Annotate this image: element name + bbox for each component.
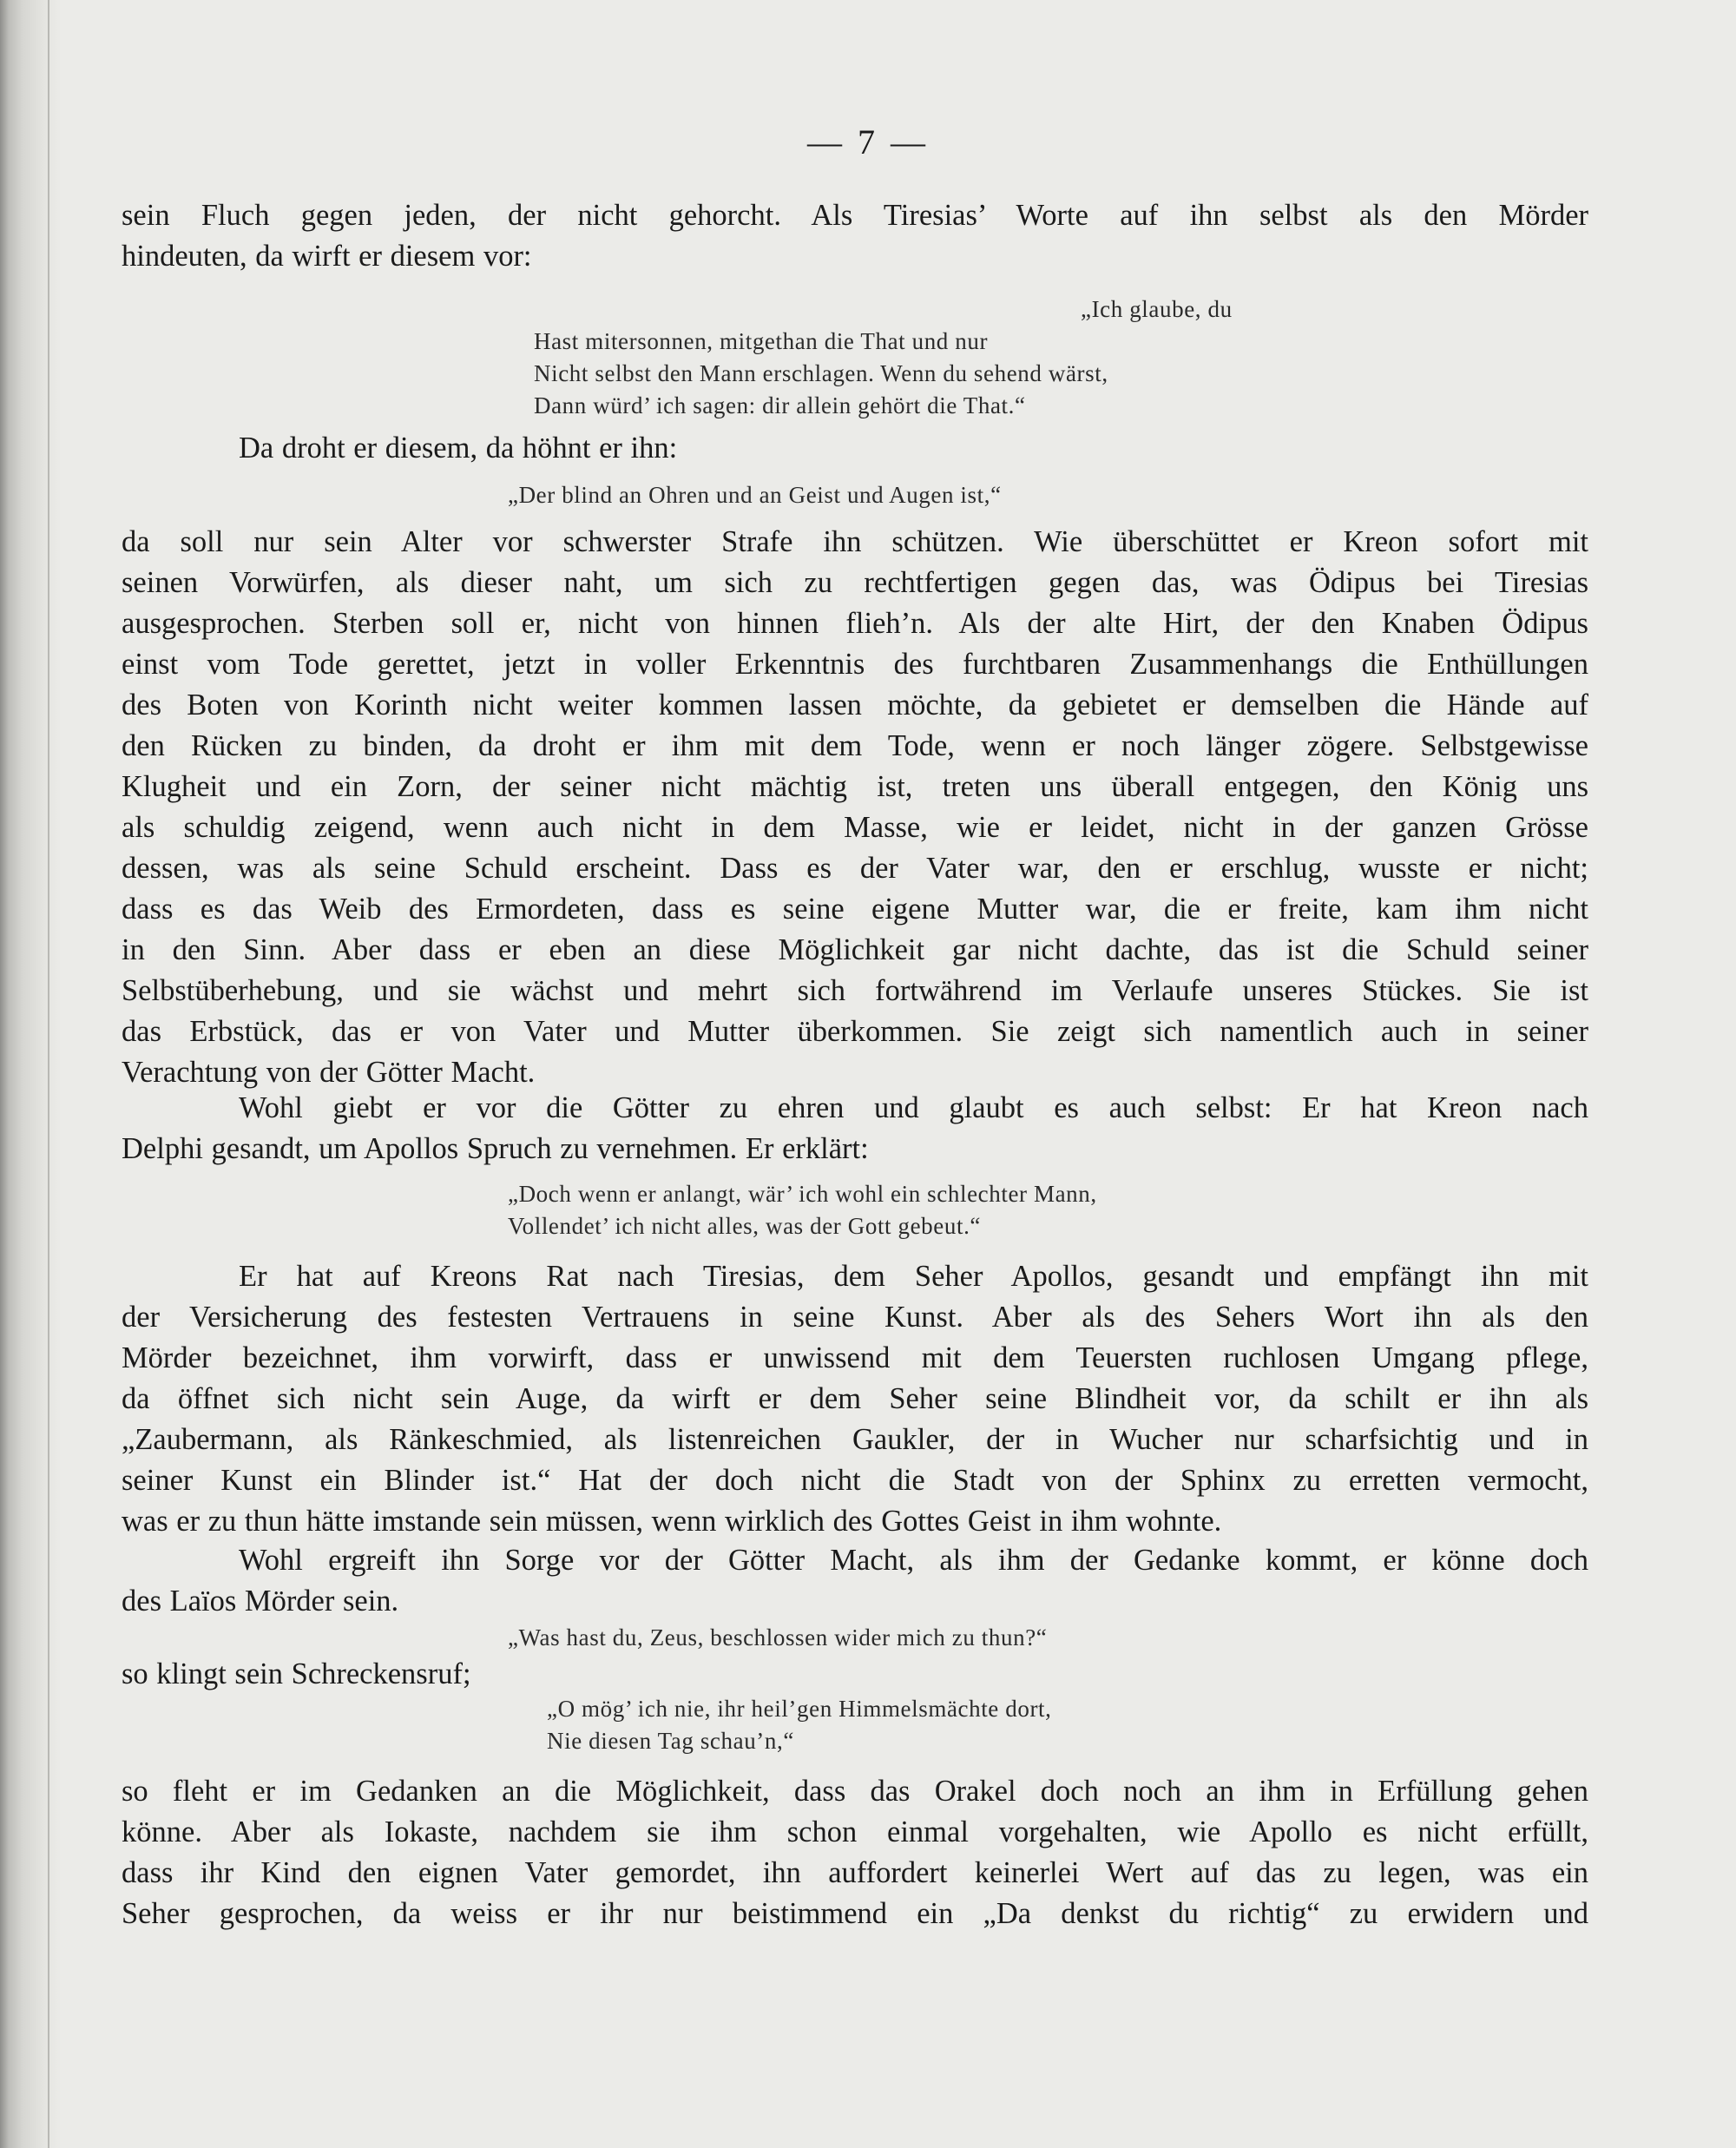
- text-line: einst vom Tode gerettet, jetzt in voller Erkenntnis des furchtbaren Zusammenhangs die Enthüllungen: [122, 648, 1588, 681]
- verse-line: „O mög’ ich nie, ihr heil’gen Himmelsmächte dort,: [547, 1696, 1052, 1722]
- verse-quote-1: [534, 293, 1315, 422]
- text-line: Selbstüberhebung, und sie wächst und mehrt sich fortwährend im Verlaufe unseres Stückes. Sie ist: [122, 974, 1588, 1007]
- paragraph-2: [122, 428, 1588, 469]
- text-line: Wohl giebt er vor die Götter zu ehren und glaubt es auch selbst: Er hat Kreon nach: [239, 1091, 1588, 1124]
- verse-line: „Der blind an Ohren und an Geist und Augen ist,“: [508, 482, 1002, 508]
- text-line: dass es das Weib des Ermordeten, dass es seine eigene Mutter war, die er freite, kam ihm nicht: [122, 893, 1588, 926]
- page-binding-shadow: [0, 0, 61, 2148]
- text-line: den Rücken zu binden, da droht er ihm mit dem Tode, wenn er noch länger zögere. Selbstgewisse: [122, 729, 1588, 762]
- text-line: das Erbstück, das er von Vater und Mutter überkommen. Sie zeigt sich namentlich auch in seiner: [122, 1015, 1588, 1048]
- verse-quote-3: [508, 1178, 1289, 1242]
- paragraph-6: [122, 1540, 1588, 1622]
- verse-quote-2: [508, 479, 1289, 511]
- text-line: sein Fluch gegen jeden, der nicht gehorcht. Als Tiresias’ Worte auf ihn selbst als den Mörder: [122, 199, 1588, 232]
- verse-line: Hast mitersonnen, mitgethan die That und nur: [534, 328, 989, 354]
- text-line: Verachtung von der Götter Macht.: [122, 1056, 536, 1089]
- verse-line: Nie diesen Tag schau’n,“: [547, 1728, 794, 1754]
- verse-line: „Was hast du, Zeus, beschlossen wider mich zu thun?“: [508, 1624, 1048, 1651]
- page-number: — 7 —: [807, 122, 929, 161]
- text-line: so fleht er im Gedanken an die Möglichkeit, dass das Orakel doch noch an ihm in Erfüllung gehen: [122, 1775, 1588, 1808]
- binding-edge-line: [48, 0, 49, 2148]
- text-line: der Versicherung des festesten Vertrauens in seine Kunst. Aber als des Sehers Wort ihn als den: [122, 1301, 1588, 1334]
- text-line: „Zaubermann, als Ränkeschmied, als listenreichen Gaukler, der in Wucher nur scharfsichtig und in: [122, 1423, 1588, 1456]
- text-line: ausgesprochen. Sterben soll er, nicht von hinnen flieh’n. Als der alte Hirt, der den Knaben Ödipus: [122, 607, 1588, 640]
- text-line: so klingt sein Schreckensruf;: [122, 1657, 471, 1690]
- paragraph-5: [122, 1256, 1588, 1542]
- text-line: Delphi gesandt, um Apollos Spruch zu vernehmen. Er erklärt:: [122, 1132, 869, 1165]
- paragraph-4: [122, 1088, 1588, 1170]
- text-line: des Laïos Mörder sein.: [122, 1585, 399, 1618]
- verse-line: Dann würd’ ich sagen: dir allein gehört die That.“: [534, 392, 1026, 418]
- text-line: des Boten von Korinth nicht weiter kommen lassen möchte, da gebietet er demselben die Hände auf: [122, 689, 1588, 721]
- text-line: Mörder bezeichnet, ihm vorwirft, dass er unwissend mit dem Teuersten ruchlosen Umgang pflege,: [122, 1341, 1588, 1374]
- paragraph-3: [122, 522, 1588, 1093]
- text-line: Seher gesprochen, da weiss er ihr nur beistimmend ein „Da denkst du richtig“ zu erwidern und: [122, 1897, 1588, 1930]
- text-line: da soll nur sein Alter vor schwerster Strafe ihn schützen. Wie überschüttet er Kreon sofort mit: [122, 525, 1588, 558]
- text-line: was er zu thun hätte imstande sein müssen, wenn wirklich des Gottes Geist in ihm wohnte.: [122, 1505, 1222, 1538]
- paragraph-7: [122, 1654, 1588, 1695]
- verse-quote-4: [508, 1622, 1289, 1654]
- text-line: Da droht er diesem, da höhnt er ihn:: [239, 432, 678, 465]
- text-line: seiner Kunst ein Blinder ist.“ Hat der doch nicht die Stadt von der Sphinx zu erretten vermocht,: [122, 1464, 1588, 1497]
- text-line: da öffnet sich nicht sein Auge, da wirft er dem Seher seine Blindheit vor, da schilt er ihn als: [122, 1382, 1588, 1415]
- text-line: könne. Aber als Iokaste, nachdem sie ihm schon einmal vorgehalten, wie Apollo es nicht erfüllt,: [122, 1815, 1588, 1848]
- text-line: dass ihr Kind den eignen Vater gemordet, ihn auffordert keinerlei Wert auf das zu legen, was ein: [122, 1856, 1588, 1889]
- verse-line: „Ich glaube, du: [1081, 296, 1233, 322]
- verse-line: Nicht selbst den Mann erschlagen. Wenn du sehend wärst,: [534, 360, 1108, 386]
- text-line: dessen, was als seine Schuld erscheint. Dass es der Vater war, den er erschlug, wusste er nicht;: [122, 852, 1588, 885]
- verse-quote-5: [547, 1693, 1328, 1757]
- paragraph-1: [122, 195, 1588, 277]
- text-line: Er hat auf Kreons Rat nach Tiresias, dem Seher Apollos, gesandt und empfängt ihn mit: [239, 1260, 1588, 1293]
- text-line: Wohl ergreift ihn Sorge vor der Götter Macht, als ihm der Gedanke kommt, er könne doch: [239, 1544, 1588, 1577]
- text-line: als schuldig zeigend, wenn auch nicht in dem Masse, wie er leidet, nicht in der ganzen Grösse: [122, 811, 1588, 844]
- text-line: hindeuten, da wirft er diesem vor:: [122, 240, 532, 273]
- verse-line: „Doch wenn er anlangt, wär’ ich wohl ein schlechter Mann,: [508, 1181, 1097, 1207]
- paragraph-8: [122, 1771, 1588, 1934]
- text-line: Klugheit und ein Zorn, der seiner nicht mächtig ist, treten uns überall entgegen, den König uns: [122, 770, 1588, 803]
- text-line: seinen Vorwürfen, als dieser naht, um sich zu rechtfertigen gegen das, was Ödipus bei Tiresias: [122, 566, 1588, 599]
- verse-line: Vollendet’ ich nicht alles, was der Gott gebeut.“: [508, 1213, 981, 1239]
- text-line: in den Sinn. Aber dass er eben an diese Möglichkeit gar nicht dachte, das ist die Schuld seiner: [122, 933, 1588, 966]
